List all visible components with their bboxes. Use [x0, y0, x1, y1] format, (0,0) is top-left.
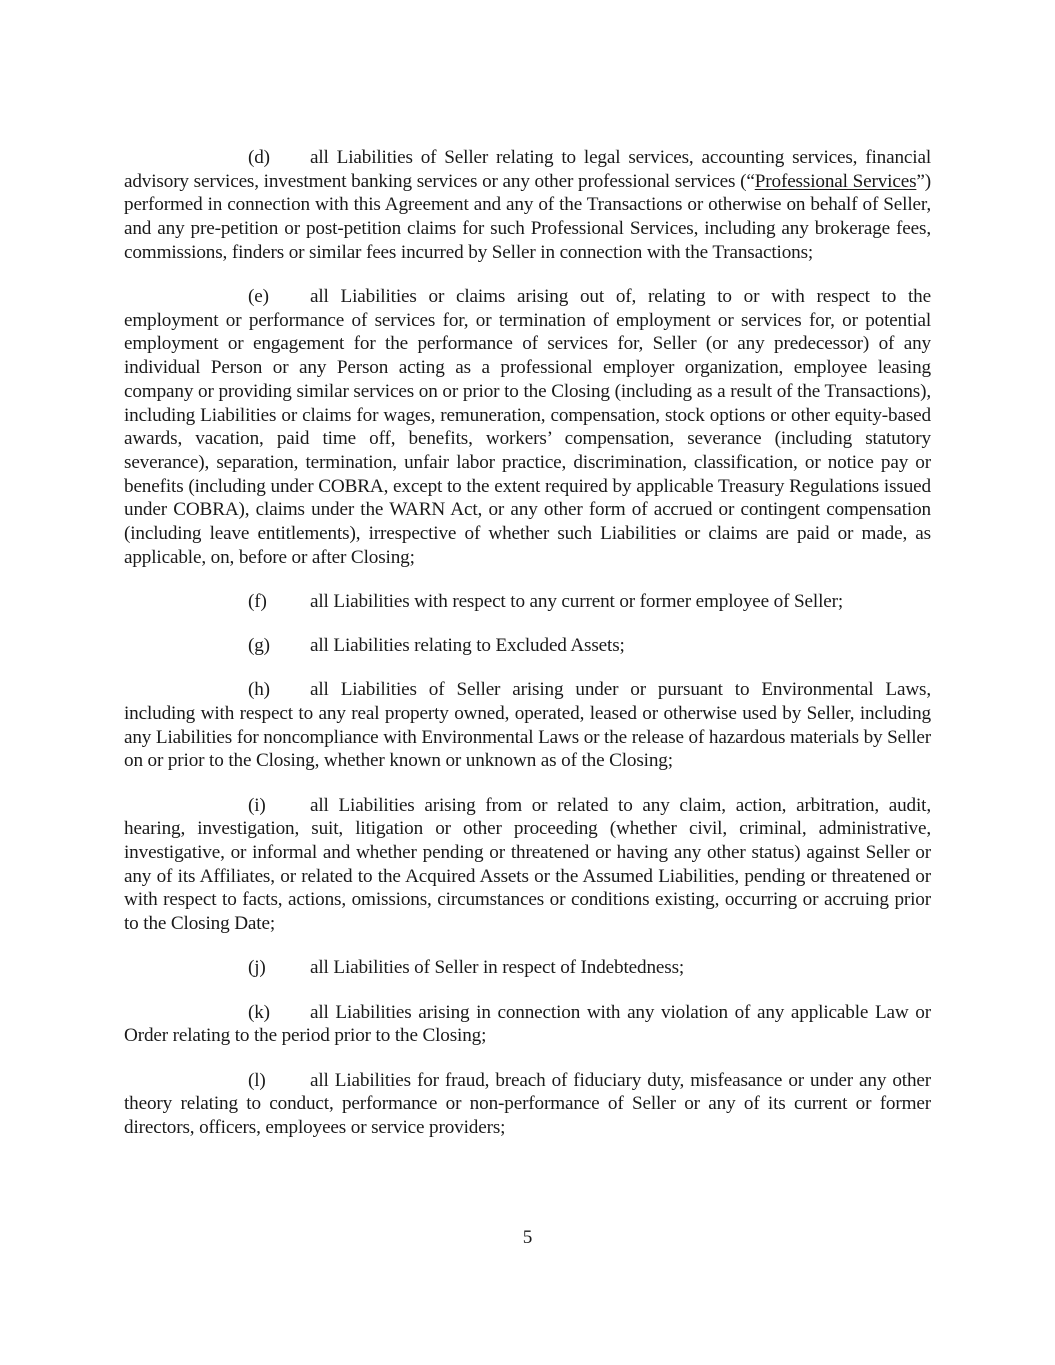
clause-label: (e): [248, 286, 269, 308]
clause-text: all Liabilities or claims arising out of, relating to or with respect to the employment or performance of services for, or termination of employment or services for, or potential employment or engagement for the performance of services for, Seller (or any predecessor) of any individual Person or any Person acting as a professional employer organization, employee leasing company or providing similar services on or prior to the Closing (including as a result of the Transactions), including Liabilities or claims for wages, remuneration, compensation, stock options or other equity-based awards, vacation, paid time off, benefits, workers’ compensation, severance (including statutory severance), separation, termination, unfair labor practice, discrimination, classification, or notice pay or benefits (including under COBRA, except to the extent required by applicable Treasury Regulations issued under COBRA), claims under the WARN Act, or any other form of accrued or contingent compensation (including leave entitlements), irrespective of whether such Liabilities or claims are paid or made, as applicable, on, before or after Closing;: [124, 286, 931, 568]
clause-label: (i): [248, 794, 266, 816]
clause-l: [124, 1069, 931, 1140]
clause-label: (k): [248, 1001, 270, 1023]
clause-text: all Liabilities of Seller in respect of Indebtedness;: [310, 957, 685, 979]
clause-text: all Liabilities relating to Excluded Assets;: [310, 635, 625, 657]
clause-g: [124, 634, 931, 658]
clause-e: [124, 285, 931, 569]
document-page: [124, 146, 931, 1160]
clause-k: [124, 1001, 931, 1048]
clause-text-pre: all Liabilities of Seller relating to legal services, accounting services, financial advisory services, investment banking services or any other professional services (“: [124, 147, 931, 192]
clause-label: (h): [248, 679, 270, 701]
clause-text: all Liabilities for fraud, breach of fiduciary duty, misfeasance or under any other theory relating to conduct, performance or non-performance of Seller or any of its current or former directors, officers, employees or service providers;: [124, 1069, 931, 1138]
clause-d: [124, 146, 931, 265]
clause-i: [124, 794, 931, 936]
clause-text: all Liabilities arising from or related to any claim, action, arbitration, audit, hearing, investigation, suit, litigation or other proceeding (whether civil, criminal, administrative, investigative, or informal and whether pending or threatened or having any other status) against Seller or any of its Affiliates, or related to the Acquired Assets or the Assumed Liabilities, pending or threatened or with respect to facts, actions, omissions, circumstances or conditions existing, occurring or accruing prior to the Closing Date;: [124, 794, 931, 935]
clause-text: all Liabilities with respect to any current or former employee of Seller;: [310, 590, 844, 612]
defined-term: Professional Services: [754, 170, 917, 192]
page-number: 5: [522, 1227, 533, 1248]
clause-text-post: ”) performed in connection with this Agreement and any of the Transactions or otherwise on behalf of Seller, and any pre-petition or post-petition claims for such Professional Services, including any brokerage fees, commissions, finders or similar fees incurred by Seller in connection with the Transactions;: [124, 170, 931, 263]
clause-label: (d): [248, 147, 270, 168]
clause-f: [124, 590, 931, 614]
clause-h: [124, 678, 931, 773]
clause-label: (f): [248, 590, 267, 612]
clause-label: (j): [248, 957, 266, 979]
clause-j: [124, 956, 931, 980]
clause-text: all Liabilities of Seller arising under or pursuant to Environmental Laws, including with respect to any real property owned, operated, leased or otherwise used by Seller, including any Liabilities for noncompliance with Environmental Laws or the release of hazardous materials by Seller on or prior to the Closing, whether known or unknown as of the Closing;: [124, 679, 931, 772]
clause-label: (l): [248, 1069, 266, 1091]
clause-label: (g): [248, 635, 270, 657]
clause-text: all Liabilities arising in connection with any violation of any applicable Law or Order relating to the period prior to the Closing;: [124, 1001, 931, 1047]
